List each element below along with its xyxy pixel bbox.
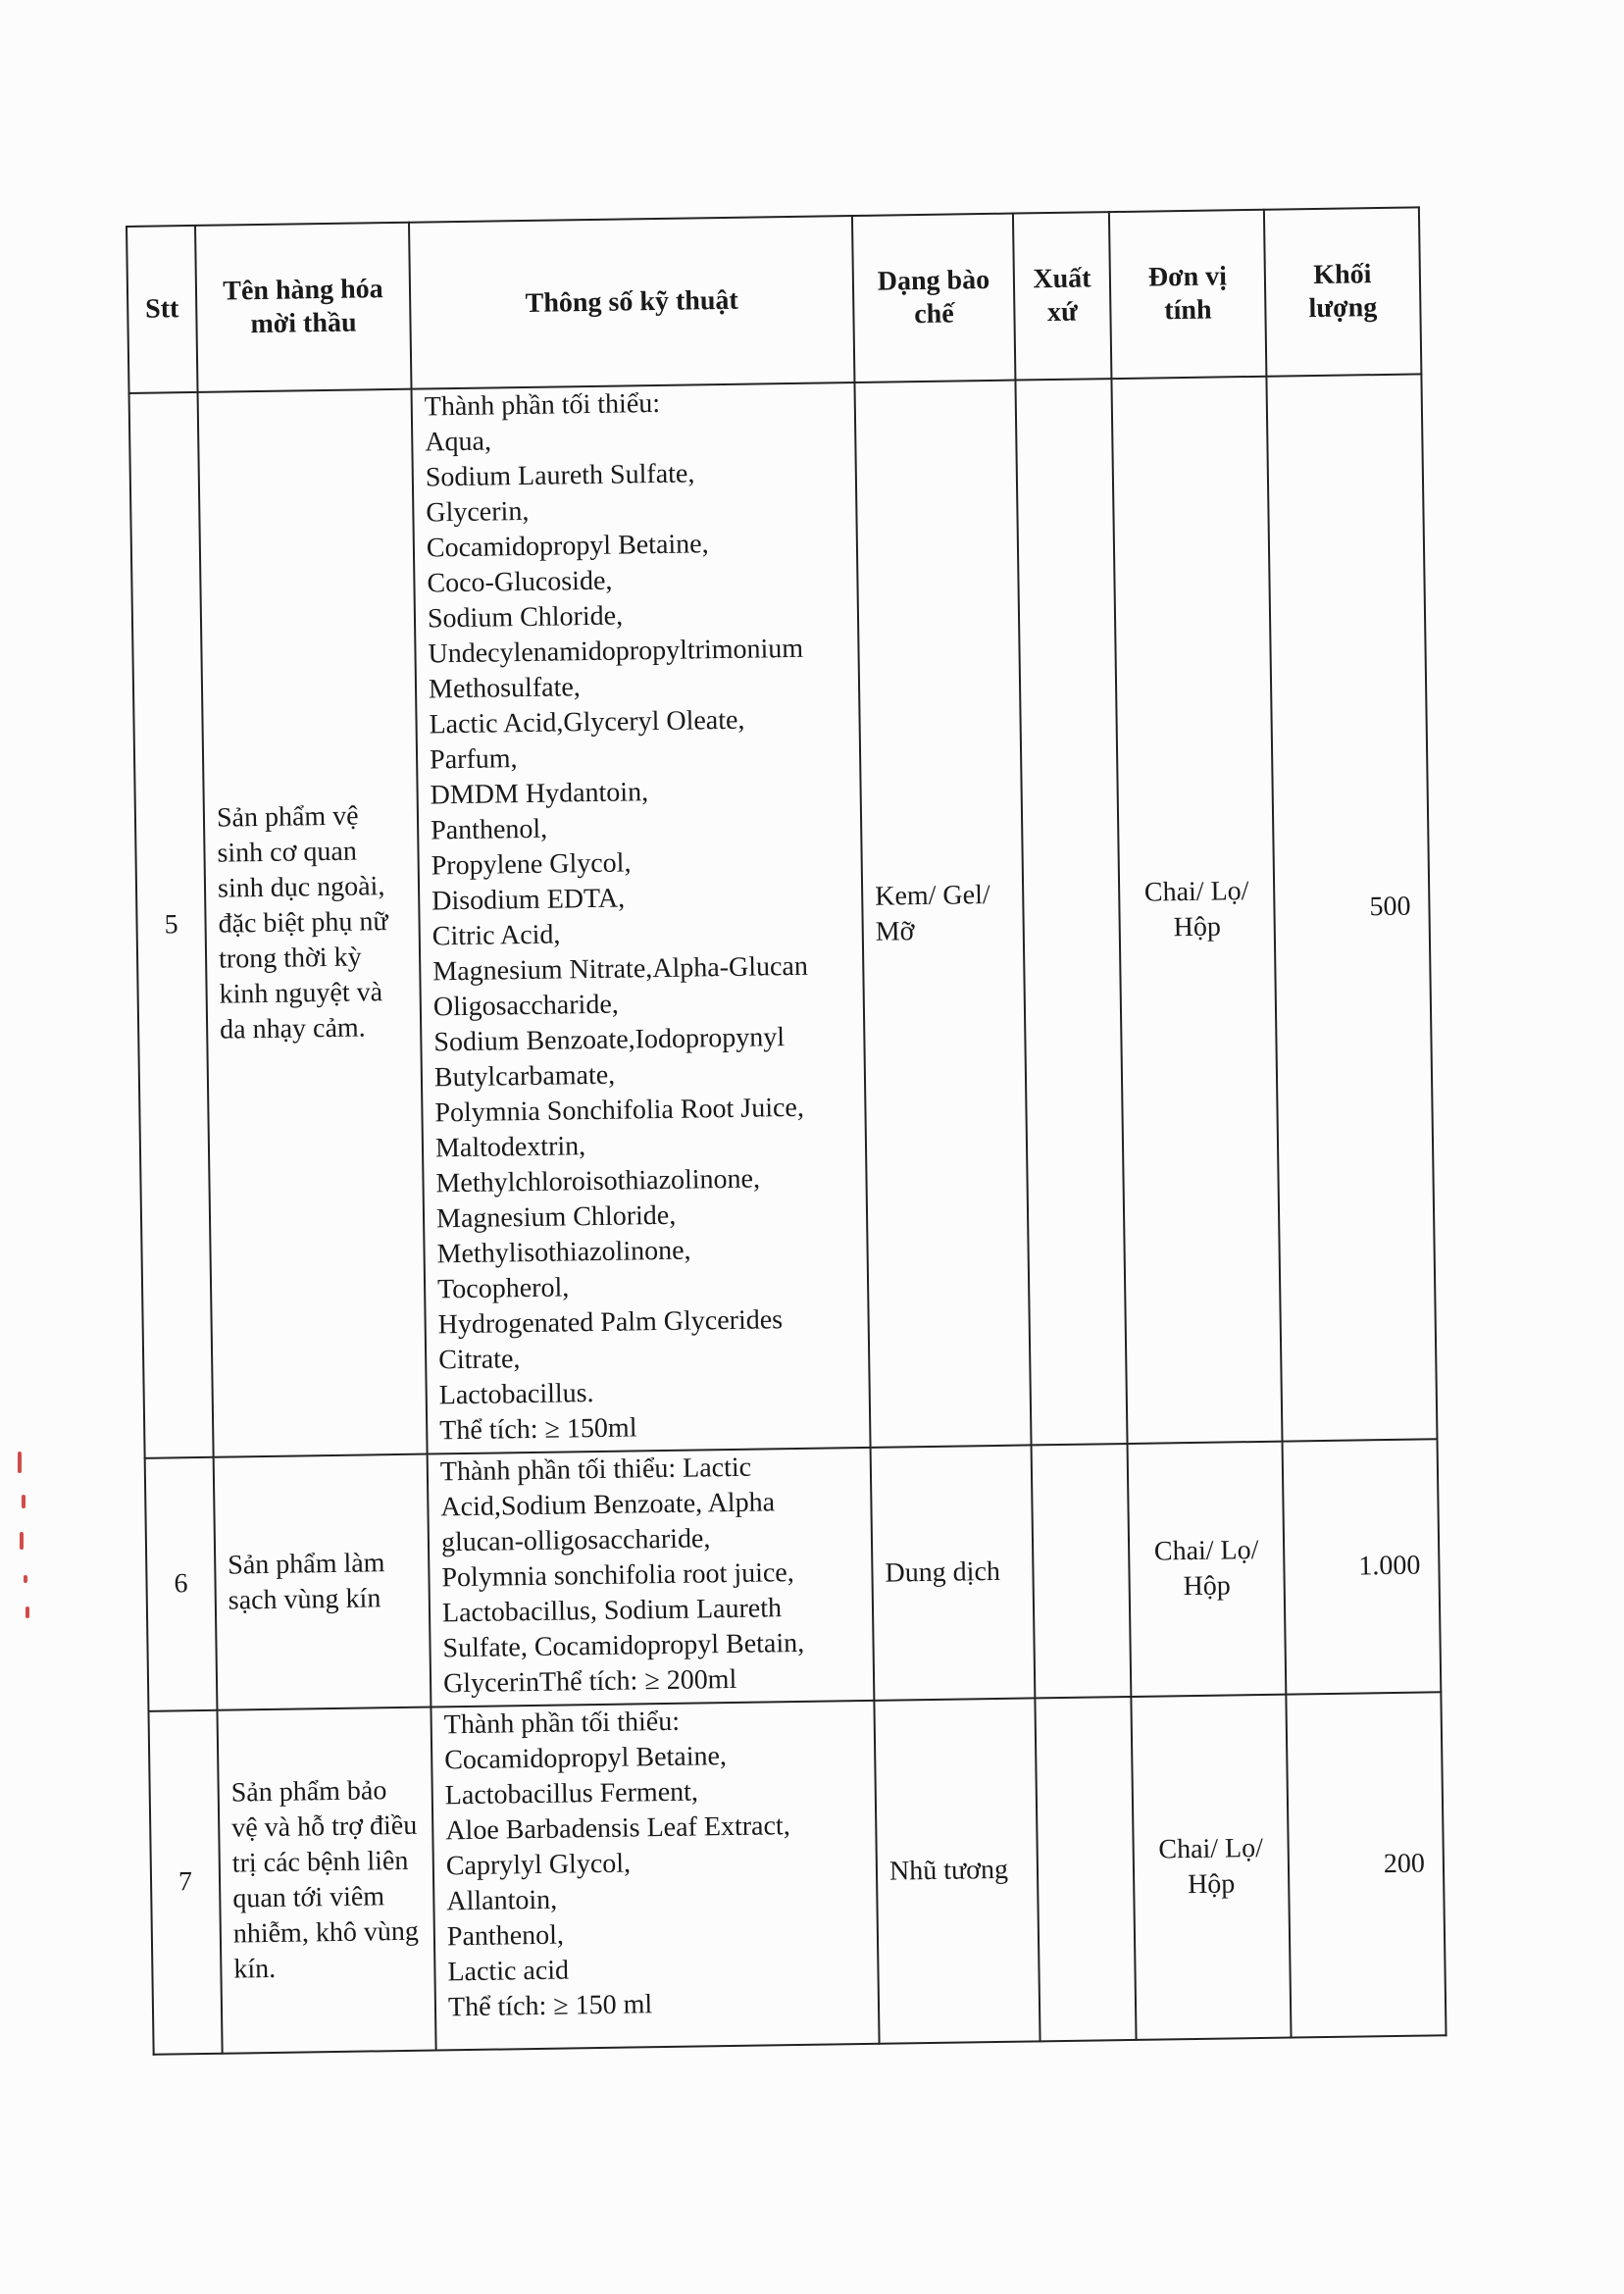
- spec-line: Magnesium Chloride,: [435, 1199, 677, 1235]
- procurement-table: [126, 206, 1447, 2055]
- header-spec: Thông số kỹ thuật: [409, 216, 854, 389]
- row-origin: [1015, 379, 1127, 1445]
- row-unit: Chai/ Lọ/ Hộp: [1131, 1695, 1291, 2040]
- spec-line: Caprylyl Glycol,: [445, 1848, 632, 1882]
- spec-line: glucan-olligosaccharide,: [440, 1523, 711, 1558]
- table-row: [148, 1692, 1446, 2055]
- spec-line: Oligosaccharide,: [432, 989, 619, 1023]
- spec-line: Undecylenamidopropyltrimonium: [428, 633, 804, 670]
- spec-line: Citric Acid,: [431, 919, 561, 952]
- spec-line: DMDM Hydantoin,: [430, 777, 649, 811]
- spec-line: Acid,Sodium Benzoate, Alpha: [440, 1487, 776, 1523]
- spec-line: Sodium Laureth Sulfate,: [425, 458, 695, 493]
- spec-line: Propylene Glycol,: [431, 847, 632, 882]
- spec-line: Tocopherol,: [436, 1272, 570, 1305]
- spec-line: Lactobacillus Ferment,: [444, 1776, 699, 1811]
- procurement-table-wrapper: [126, 206, 1446, 2055]
- row-item-name: Sản phẩm làm sạch vùng kín: [214, 1454, 431, 1710]
- spec-line: Cocamidopropyl Betaine,: [444, 1741, 728, 1776]
- row-qty: 500: [1266, 374, 1437, 1441]
- spec-line: Butylcarbamate,: [433, 1059, 616, 1094]
- spec-line: Maltodextrin,: [434, 1131, 586, 1164]
- spec-line: Hydrogenated Palm Glycerides: [437, 1304, 784, 1341]
- table-row: [129, 374, 1438, 1457]
- scan-mark: [18, 1452, 22, 1473]
- spec-line: Thành phần tối thiểu:: [424, 387, 661, 423]
- spec-line: Methylchloroisothiazolinone,: [435, 1163, 761, 1199]
- row-form: Dung dịch: [871, 1445, 1036, 1700]
- spec-line: Aloe Barbadensis Leaf Extract,: [445, 1810, 790, 1847]
- spec-line: Disodium EDTA,: [431, 883, 626, 917]
- spec-line: Thể tích: ≥ 150 ml: [447, 1989, 653, 2023]
- scan-artifact-marks: [12, 1452, 35, 1628]
- header-stt: Stt: [127, 226, 198, 393]
- spec-line: Panthenol,: [446, 1919, 565, 1953]
- spec-line: Polymnia sonchifolia root juice,: [441, 1557, 794, 1594]
- header-name: Tên hàng hóa mời thầu: [195, 223, 411, 392]
- row-form: Kem/ Gel/ Mỡ: [854, 381, 1031, 1448]
- spec-line: Thành phần tối thiểu:: [443, 1706, 681, 1741]
- row-origin: [1032, 1444, 1132, 1698]
- row-origin: [1035, 1697, 1136, 2041]
- header-qty: Khối lượng: [1264, 207, 1422, 376]
- spec-line: Allantoin,: [446, 1884, 558, 1917]
- spec-line: Cocamidopropyl Betaine,: [426, 529, 709, 564]
- spec-line: GlycerinThể tích: ≥ 200ml: [442, 1663, 737, 1700]
- row-spec: [412, 382, 871, 1454]
- spec-line: Sulfate, Cocamidopropyl Betain,: [442, 1627, 805, 1664]
- header-unit: Đơn vị tính: [1109, 210, 1267, 379]
- header-form: Dạng bào chế: [852, 214, 1016, 382]
- row-stt: 6: [145, 1457, 218, 1711]
- row-unit: Chai/ Lọ/ Hộp: [1128, 1442, 1287, 1697]
- spec-line: Coco-Glucoside,: [427, 565, 613, 599]
- spec-line: Lactic Acid,Glyceryl Oleate,: [429, 704, 745, 740]
- spec-line: Methosulfate,: [428, 672, 582, 705]
- row-qty: 200: [1286, 1692, 1446, 2037]
- spec-line: Parfum,: [429, 743, 518, 776]
- spec-line: Lactic acid: [447, 1955, 570, 1988]
- row-spec: [428, 1448, 875, 1708]
- spec-line: Sodium Chloride,: [427, 600, 624, 635]
- spec-line: Aqua,: [425, 426, 492, 458]
- scan-mark: [20, 1532, 24, 1550]
- row-form: Nhũ tương: [874, 1698, 1040, 2043]
- table-row: [145, 1439, 1442, 1711]
- header-origin: Xuất xứ: [1013, 212, 1112, 380]
- row-stt: 5: [129, 392, 214, 1458]
- spec-line: Lactobacillus.: [438, 1378, 594, 1411]
- row-stt: 7: [148, 1710, 222, 2055]
- spec-line: Lactobacillus, Sodium Laureth: [441, 1593, 783, 1629]
- header-row: [127, 207, 1421, 393]
- spec-line: Methylisothiazolinone,: [436, 1235, 691, 1270]
- row-item-name: Sản phẩm vệ sinh cơ quan sinh dục ngoài, đặc biệt phụ nữ trong thời kỳ kinh nguyệt và da nhạy cảm.: [198, 389, 428, 1457]
- spec-line: Thể tích: ≥ 150ml: [439, 1412, 637, 1447]
- spec-line: Glycerin,: [426, 495, 530, 529]
- spec-line: Polymnia Sonchifolia Root Juice,: [434, 1092, 805, 1129]
- row-qty: 1.000: [1283, 1439, 1442, 1694]
- scan-mark: [24, 1575, 27, 1583]
- spec-line: Panthenol,: [430, 813, 548, 846]
- spec-line: Thành phần tối thiểu: Lactic: [439, 1452, 752, 1488]
- spec-line: Sodium Benzoate,Iodopropynyl: [433, 1022, 786, 1058]
- scan-mark: [25, 1606, 29, 1618]
- row-unit: Chai/ Lọ/ Hộp: [1111, 377, 1282, 1444]
- spec-line: Citrate,: [437, 1344, 521, 1376]
- scan-mark: [22, 1495, 25, 1508]
- row-item-name: Sản phẩm bảo vệ và hỗ trợ điều trị các bệnh liên quan tới viêm nhiễm, khô vùng kín.: [217, 1708, 435, 2054]
- spec-line: Magnesium Nitrate,Alpha-Glucan: [432, 950, 809, 988]
- row-spec: [431, 1701, 879, 2051]
